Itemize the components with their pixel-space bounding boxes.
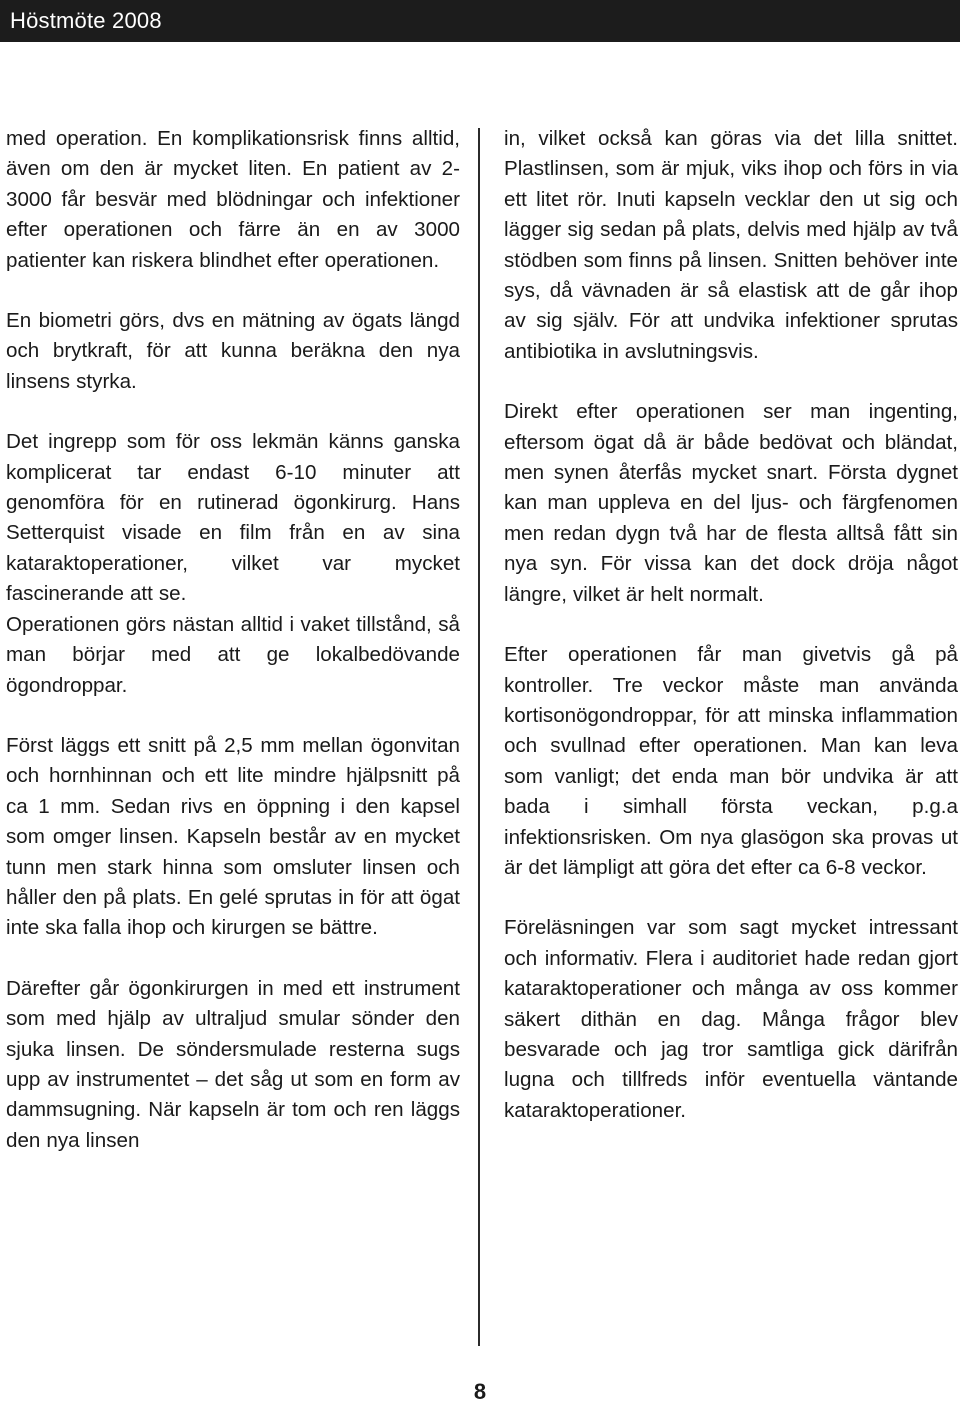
paragraph: med operation. En komplikationsrisk finns alltid, även om den är mycket liten. En patient av 2-3000 får besvär med blödningar och infektioner efter operationen och färre än en av 3000 patienter kan riskera blindhet efter operationen. [6, 127, 460, 272]
paragraph: in, vilket också kan göras via det lilla snittet. Plastlinsen, som är mjuk, viks ihop och förs in via ett litet rör. Inuti kapseln vecklar den ut sig och lägger sig sedan på plats, delvis med hjälp av två stödben som finns på linsen. Snitten behöver inte sys, då vävnaden är så elastisk att de går ihop av sig själv. För att undvika infektioner sprutas antibiotika in avslutningsvis. [504, 127, 958, 363]
right-column [504, 124, 958, 1126]
paragraph: En biometri görs, dvs en mätning av ögats längd och brytkraft, för att kunna beräkna den nya linsens styrka. [6, 309, 460, 393]
left-column [6, 124, 460, 1156]
paragraph: Därefter går ögonkirurgen in med ett instrument som med hjälp av ultraljud smular sönder den sjuka linsen. De söndersmulade resterna sugs upp av instrumentet – det såg ut som en form av dammsugning. När kapseln är tom och ren läggs den nya linsen [6, 976, 460, 1152]
header-bar [0, 0, 960, 42]
column-divider [478, 128, 480, 1346]
header-title: Höstmöte 2008 [10, 8, 162, 33]
paragraph: Föreläsningen var som sagt mycket intressant och informativ. Flera i auditoriet hade redan gjort kataraktoperationer och många av oss kommer säkert dithän en dag. Många frågor blev besvarade och jag tror samtliga gick därifrån lugna och tillfreds inför eventuella väntande kataraktoperationer. [504, 916, 958, 1122]
paragraph: Operationen görs nästan alltid i vaket tillstånd, så man börjar med att ge lokalbedövande ögondroppar. [6, 612, 460, 697]
paragraph: Först läggs ett snitt på 2,5 mm mellan ögonvitan och hornhinnan och ett lite mindre hjälpsnitt på ca 1 mm. Sedan rivs en öppning i den kapsel som omger linsen. Kapseln består av en mycket tunn men stark hinna som omsluter linsen och håller den på plats. En gelé sprutas in för att ögat inte ska falla ihop och kirurgen se bättre. [6, 733, 460, 940]
page-number: 8 [473, 1379, 487, 1404]
paragraph: Det ingrepp som för oss lekmän känns ganska komplicerat tar endast 6-10 minuter att genomföra för en rutinerad ögonkirurg. Hans Setterquist visade en film från en av sina kataraktoperationer, vilket var mycket fascinerande att se. [6, 430, 460, 606]
paragraph: Efter operationen får man givetvis gå på kontroller. Tre veckor måste man använda kortisonögondroppar, för att minska inflammation och svullnad efter operationen. Man kan leva som vanligt; det enda man bör undvika är att bada i simhall första veckan, p.g.a infektionsrisken. Om nya glasögon ska provas ut är det lämpligt att göra det efter ca 6-8 veckor. [504, 643, 958, 879]
paragraph: Direkt efter operationen ser man ingenting, eftersom ögat då är både bedövat och bländat, men synen återfås mycket snart. Första dygnet kan man uppleva en del ljus- och färgfenomen men redan dygn två har de flesta alltså fått sin nya syn. För vissa kan det dock dröja något längre, vilket är helt normalt. [504, 400, 958, 606]
